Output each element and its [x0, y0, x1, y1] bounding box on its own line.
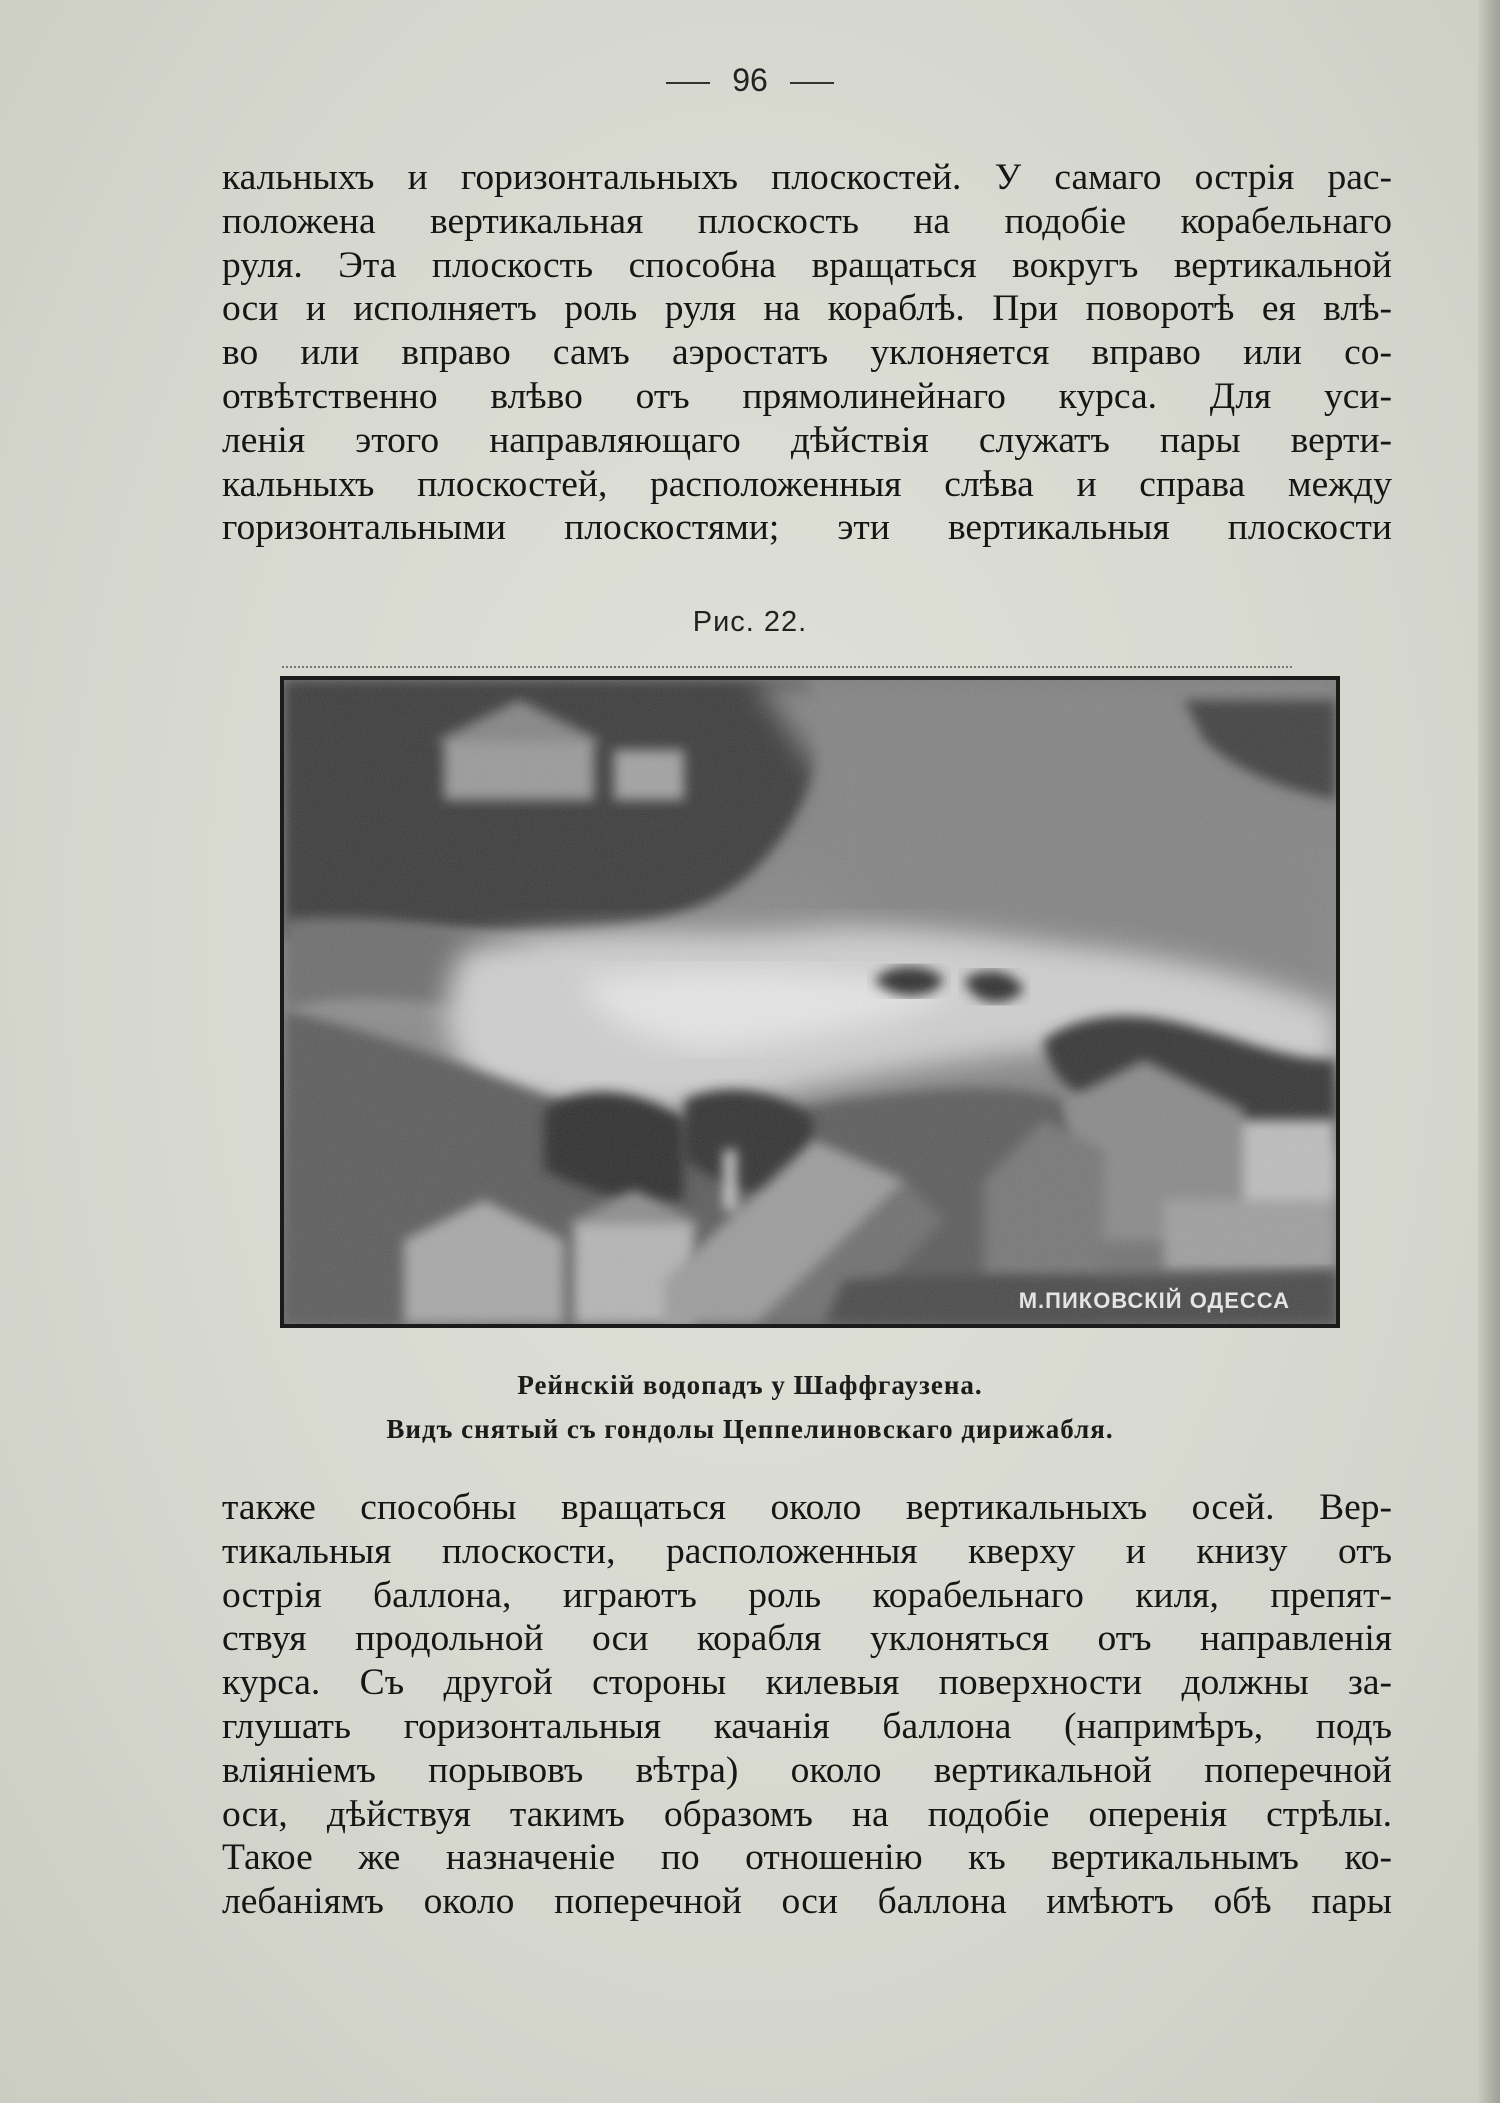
figure-caption-subtitle: Видъ снятый съ гондолы Цеппелиновскаго дирижабля. [386, 1414, 1114, 1444]
text-line: ленія этого направляющаго дѣйствія служатъ пары верти- [222, 419, 1392, 461]
figure-dotted-rule [282, 666, 1292, 668]
text-line: оси и исполняетъ роль руля на кораблѣ. При поворотѣ ея влѣ- [222, 288, 1392, 330]
page-number-dash-left [666, 82, 710, 84]
page-edge [1478, 0, 1500, 2103]
text-line: руля. Эта плоскость способна вращаться вокругъ вертикальной [222, 244, 1392, 286]
page-number-value: 96 [732, 62, 768, 98]
text-line: также способны вращаться около вертикальныхъ осей. Вер- [222, 1487, 1392, 1528]
text-line: курса. Съ другой стороны килевыя поверхности должны за- [222, 1662, 1392, 1704]
text-line: кальныхъ плоскостей, расположенныя слѣва и справа между [222, 463, 1392, 505]
photo-credit: М.ПИКОВСКІЙ ОДЕССА [1018, 1288, 1290, 1313]
bottom-paragraph [222, 1486, 1392, 1924]
top-paragraph [222, 156, 1392, 550]
figure-label: Рис. 22. [692, 606, 808, 638]
text-line: Такое же назначеніе по отношенію къ вертикальнымъ ко- [222, 1837, 1392, 1879]
figure-caption-title: Рейнскій водопадъ у Шаффгаузена. [517, 1370, 983, 1400]
text-line: кальныхъ и горизонтальныхъ плоскостей. У самаго острія рас- [222, 157, 1392, 198]
text-line: горизонтальными плоскостями; эти вертикальныя плоскости [222, 507, 1392, 549]
text-line: тикальныя плоскости, расположенныя кверху и книзу отъ [222, 1530, 1392, 1572]
text-line: во или вправо самъ аэростатъ уклоняется вправо или со- [222, 332, 1392, 374]
text-line: оси, дѣйствуя такимъ образомъ на подобіе оперенія стрѣлы. [222, 1793, 1392, 1835]
page-number-dash-right [790, 82, 834, 84]
text-line: лебаніямъ около поперечной оси баллона имѣютъ обѣ пары [222, 1881, 1392, 1923]
text-line: острія баллона, играютъ роль корабельнаго киля, препят- [222, 1574, 1392, 1616]
text-line: вліяніемъ порывовъ вѣтра) около вертикальной поперечной [222, 1749, 1392, 1791]
text-line: ствуя продольной оси корабля уклоняться отъ направленія [222, 1618, 1392, 1660]
text-line: отвѣтственно влѣво отъ прямолинейнаго курса. Для уси- [222, 375, 1392, 417]
page-number [0, 62, 1500, 99]
photo-illustration [284, 680, 1336, 1324]
text-line: глушать горизонтальныя качанія баллона (напримѣръ, подъ [222, 1705, 1392, 1747]
waterfall-photo [280, 676, 1340, 1328]
text-line: положена вертикальная плоскость на подобіе корабельнаго [222, 200, 1392, 242]
